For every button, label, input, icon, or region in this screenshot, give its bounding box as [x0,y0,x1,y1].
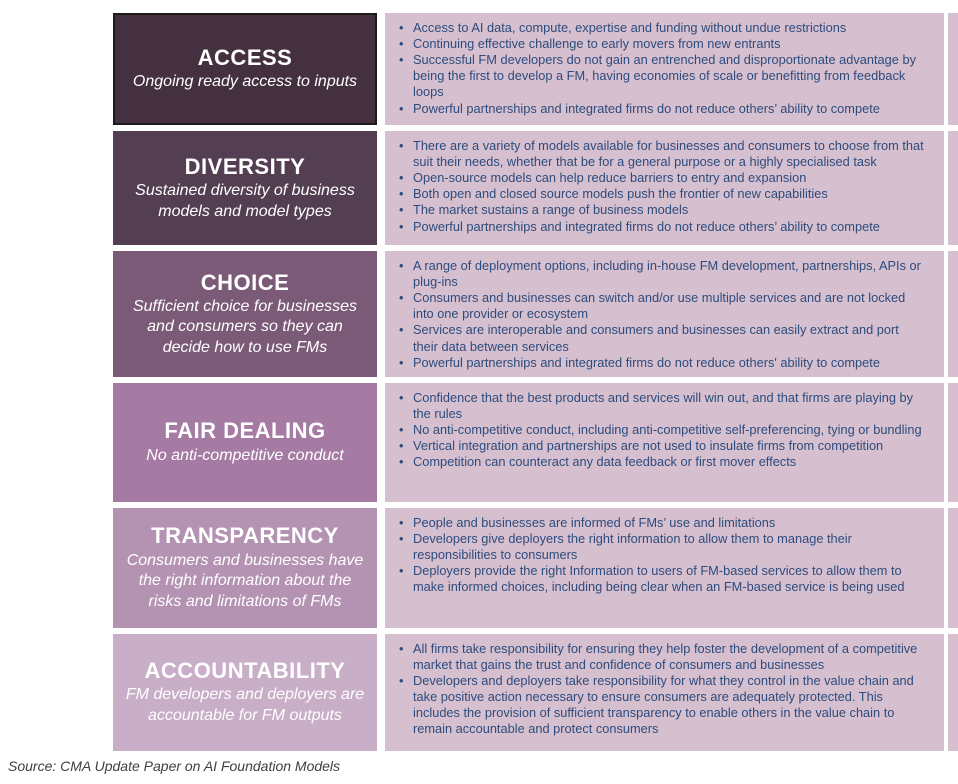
criteria-panel-diversity [385,131,944,245]
bullet-item: • Developers and deployers take responsibility for what they control in the value chain and take positive action necessary to ensure consumers are adequately protected. This includes the provision of sufficient transparency to enable others in the value chain to remain accountable and protect consumers [397,673,926,737]
criteria-list [397,641,926,738]
criteria-panel-access [385,13,944,125]
bullet-item: • Open-source models can help reduce barriers to entry and expansion [397,170,926,186]
criteria-panel-transparency [385,508,944,628]
principle-subtitle: Ongoing ready access to inputs [132,73,358,91]
principle-title: CHOICE [200,269,290,295]
criteria-list [397,20,926,117]
criteria-list [397,390,926,471]
principle-box-diversity [113,131,377,245]
bullet-item: • Successful FM developers do not gain an entrenched and disproportionate advantage by being the first to develop a FM, having economies of scale or benefitting from feedback loops [397,52,926,100]
principle-title: TRANSPARENCY [151,523,339,549]
bullet-item: • The market sustains a range of business models [397,202,926,218]
edge-strip [948,13,958,125]
principle-box-transparency [113,508,377,628]
criteria-list [397,138,926,235]
bullet-item: • No anti-competitive conduct, including anti-competitive self-preferencing, tying or bundling [397,422,926,438]
principle-row-diversity [113,131,958,245]
principle-title: FAIR DEALING [164,418,326,444]
bullet-item: • Competition can counteract any data feedback or first mover effects [397,454,926,470]
principle-row-access [113,13,958,125]
bullet-item: • There are a variety of models available for businesses and consumers to choose from that suit their needs, whether that be for a general purpose or a highly specialised task [397,138,926,170]
principle-subtitle: Consumers and businesses have the right information about the risks and limitations of FMs [126,551,364,610]
edge-strip [948,634,958,751]
principle-box-choice [113,251,377,377]
bullet-item: • Confidence that the best products and services will win out, and that firms are playing by the rules [397,390,926,422]
bullet-item: • Developers give deployers the right information to allow them to manage their responsibilities to consumers [397,531,926,563]
edge-strip [948,251,958,377]
bullet-item: • People and businesses are informed of FMs’ use and limitations [397,515,926,531]
principle-title: DIVERSITY [184,153,306,179]
bullet-item: • Deployers provide the right Information to users of FM-based services to allow them to make informed choices, including being clear when an FM-based service is being used [397,563,926,595]
principle-subtitle: Sustained diversity of business models and model types [135,182,355,220]
bullet-item: • Vertical integration and partnerships are not used to insulate firms from competition [397,438,926,454]
bullet-item: • Powerful partnerships and integrated firms do not reduce others’ ability to compete [397,219,926,235]
criteria-panel-choice [385,251,944,377]
principle-box-access [113,13,377,125]
principle-row-transparency [113,508,958,628]
edge-strip [948,383,958,502]
bullet-item: • A range of deployment options, including in-house FM development, partnerships, APIs or plug-ins [397,258,926,290]
bullet-item: • Powerful partnerships and integrated firms do not reduce others’ ability to compete [397,101,926,117]
criteria-panel-accountability [385,634,944,751]
principle-subtitle: No anti-competitive conduct [146,446,344,464]
principle-row-fair-dealing [113,383,958,502]
bullet-item: • Both open and closed source models push the frontier of new capabilities [397,186,926,202]
principle-subtitle: Sufficient choice for businesses and consumers so they can decide how to use FMs [132,297,358,356]
bullet-item: • All firms take responsibility for ensuring they help foster the development of a competitive market that gains the trust and confidence of consumers and businesses [397,641,926,673]
principle-row-accountability [113,634,958,751]
criteria-panel-fair-dealing [385,383,944,502]
principle-row-choice [113,251,958,377]
principle-box-fair-dealing [113,383,377,502]
edge-strip [948,508,958,628]
bullet-item: • Consumers and businesses can switch and/or use multiple services and are not locked into one provider or ecosystem [397,290,926,322]
bullet-item: • Continuing effective challenge to early movers from new entrants [397,36,926,52]
edge-strip [948,131,958,245]
bullet-item: • Access to AI data, compute, expertise and funding without undue restrictions [397,20,926,36]
criteria-list [397,515,926,596]
principle-box-accountability [113,634,377,751]
source-note: Source: CMA Update Paper on AI Foundation Models [8,758,341,774]
bullet-item: • Services are interoperable and consumers and businesses can easily extract and port their data between services [397,322,926,354]
principle-subtitle: FM developers and deployers are accountable for FM outputs [125,686,365,724]
bullet-item: • Powerful partnerships and integrated firms do not reduce others' ability to compete [397,355,926,371]
principle-title: ACCESS [197,45,293,71]
principle-title: ACCOUNTABILITY [144,658,346,684]
principles-table [113,13,958,757]
criteria-list [397,258,926,371]
